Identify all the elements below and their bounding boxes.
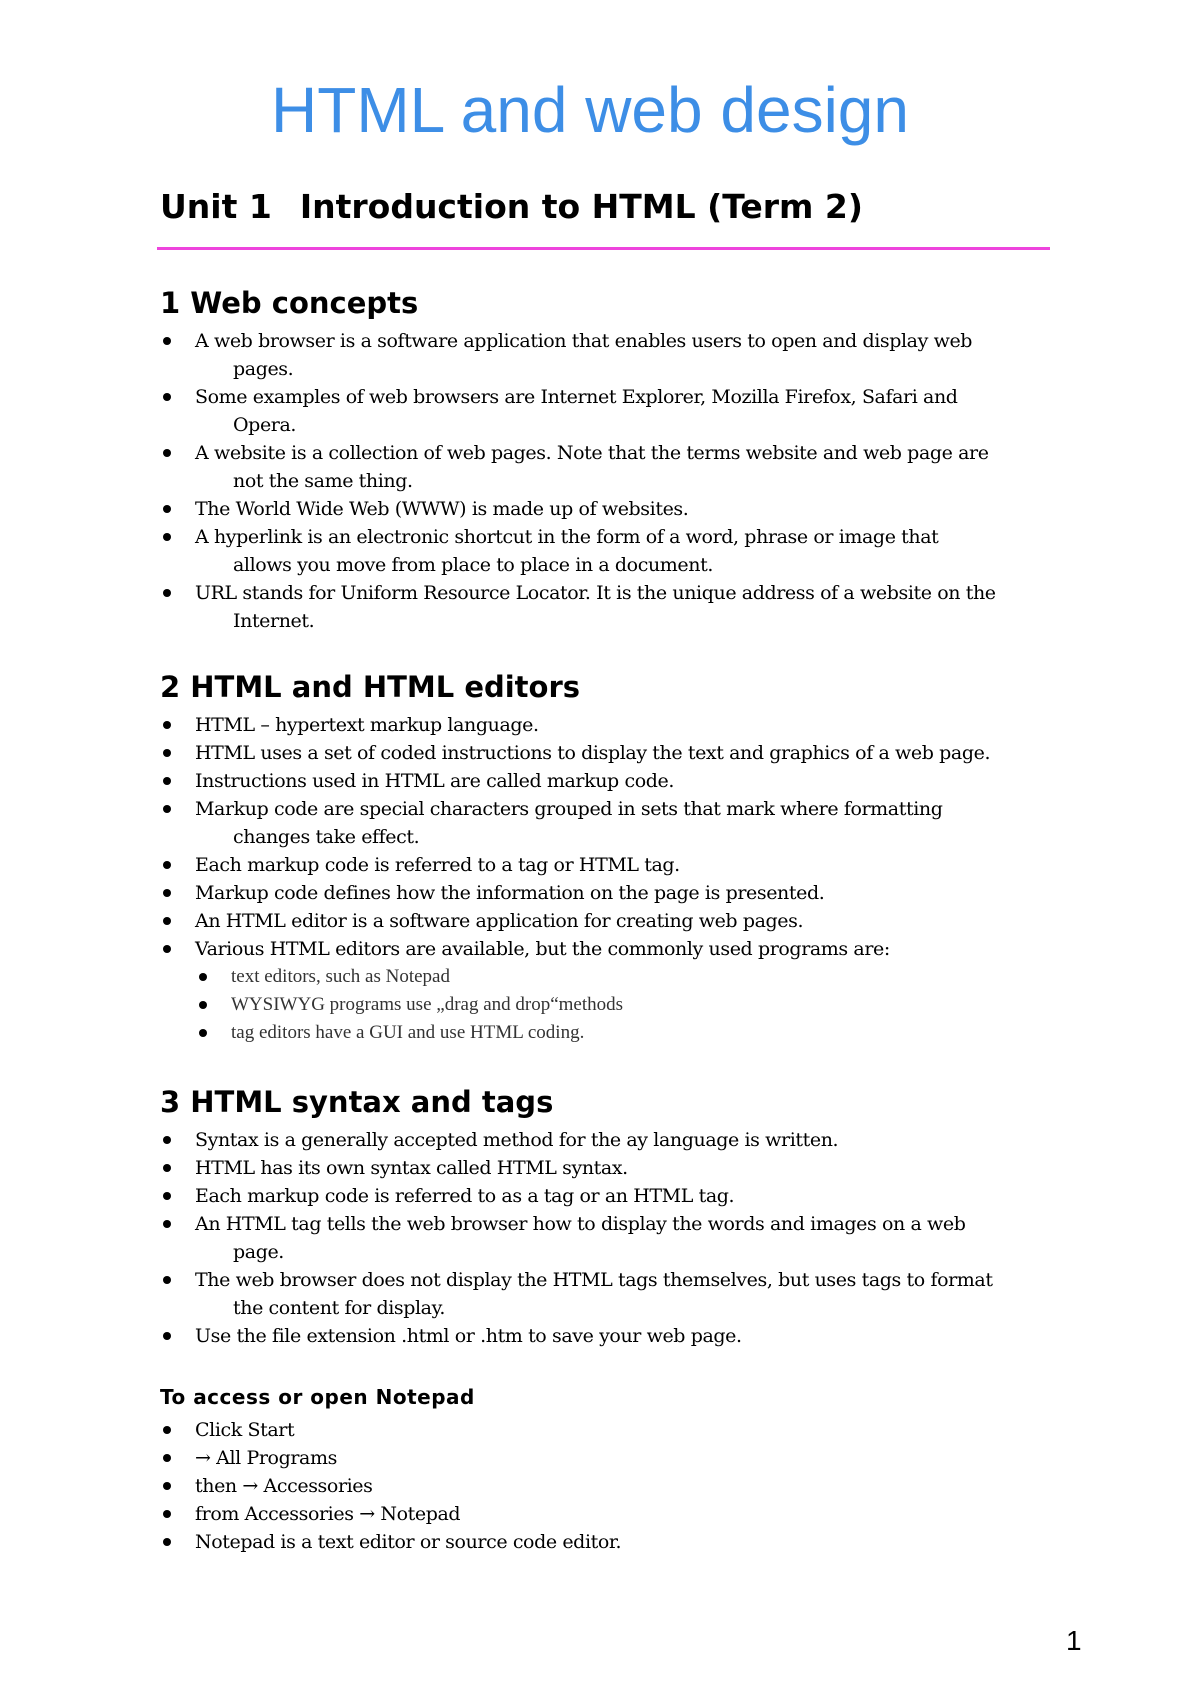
list-item: HTML uses a set of coded instructions to display the text and graphics of a web page. [160,739,1060,767]
list-item: The World Wide Web (WWW) is made up of websites. [160,495,1060,523]
list-item: URL stands for Uniform Resource Locator. It is the unique address of a website on the Internet. [160,579,1060,635]
list-item: A hyperlink is an electronic shortcut in the form of a word, phrase or image that allows you move from place to place in a document. [160,523,1060,579]
list-item: → All Programs [160,1444,1060,1472]
bullet-list [160,1416,1060,1556]
list-item: An HTML tag tells the web browser how to display the words and images on a web page. [160,1210,1060,1266]
sub-list-item: text editors, such as Notepad [160,963,1060,991]
list-item: Each markup code is referred to as a tag or an HTML tag. [160,1182,1060,1210]
sub-list-item: WYSIWYG programs use „drag and drop“methods [160,991,1060,1019]
list-item: The web browser does not display the HTML tags themselves, but uses tags to format the content for display. [160,1266,1060,1322]
list-item: A website is a collection of web pages. Note that the terms website and web page are not the same thing. [160,439,1060,495]
list-item: Click Start [160,1416,1060,1444]
list-item: An HTML editor is a software application for creating web pages. [160,907,1060,935]
list-item: Notepad is a text editor or source code editor. [160,1528,1060,1556]
list-item: Each markup code is referred to a tag or HTML tag. [160,851,1060,879]
document-title: HTML and web design [271,74,909,146]
section-syntax-tags [160,1085,1060,1350]
notepad-heading: To access or open Notepad [160,1385,475,1409]
list-item: Use the file extension .html or .htm to save your web page. [160,1322,1060,1350]
bullet-list [160,711,1060,963]
list-item: from Accessories → Notepad [160,1500,1060,1528]
bullet-list [160,327,1060,635]
list-item: Markup code are special characters grouped in sets that mark where formatting changes take effect. [160,795,1060,851]
list-item: Instructions used in HTML are called markup code. [160,767,1060,795]
unit-heading [160,187,863,226]
sub-list-item: tag editors have a GUI and use HTML coding. [160,1019,1060,1047]
list-item: Various HTML editors are available, but the commonly used programs are: [160,935,1060,963]
heading-divider [157,247,1050,250]
sub-bullet-list [160,963,1060,1047]
section-web-concepts [160,286,1060,635]
list-item: HTML – hypertext markup language. [160,711,1060,739]
unit-label: Unit 1 [160,187,272,226]
page-number: 1 [1066,1625,1082,1656]
list-item: HTML has its own syntax called HTML syntax. [160,1154,1060,1182]
list-item: Markup code defines how the information on the page is presented. [160,879,1060,907]
list-item: A web browser is a software application that enables users to open and display web pages. [160,327,1060,383]
unit-title: Introduction to HTML (Term 2) [299,187,863,226]
section-heading: 1 Web concepts [160,286,419,320]
list-item: then → Accessories [160,1472,1060,1500]
list-item: Some examples of web browsers are Internet Explorer, Mozilla Firefox, Safari and Opera. [160,383,1060,439]
bullet-list [160,1126,1060,1350]
section-html-editors [160,670,1060,1047]
list-item: Syntax is a generally accepted method for the ay language is written. [160,1126,1060,1154]
section-notepad [160,1387,1060,1556]
section-heading: 3 HTML syntax and tags [160,1085,554,1119]
section-heading: 2 HTML and HTML editors [160,670,581,704]
